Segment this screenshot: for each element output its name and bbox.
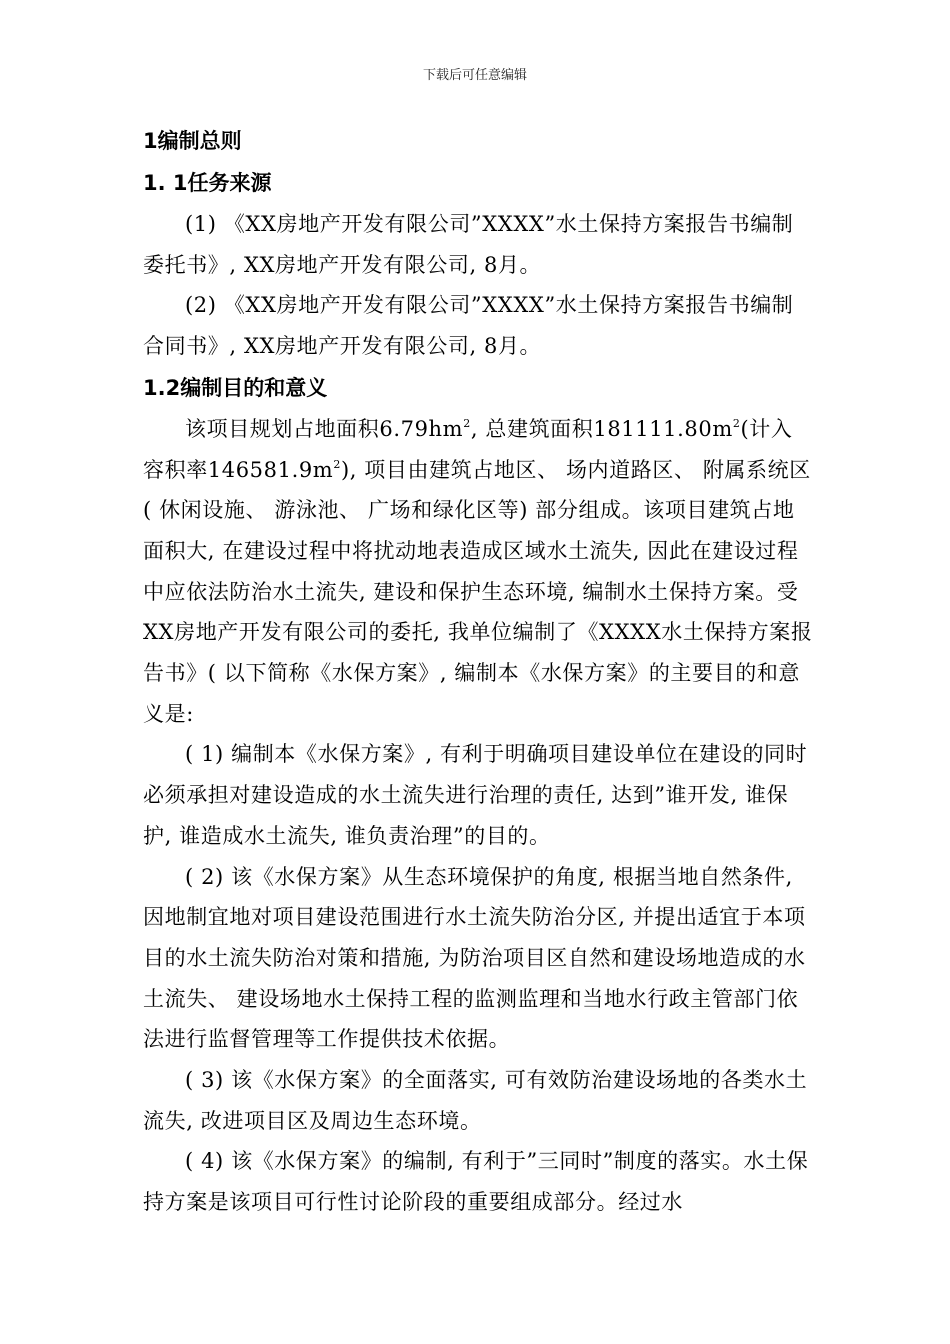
paragraph-point-1: ( 1) 编制本《水保方案》, 有利于明确项目建设单位在建设的同时必须承担对建设造成的水土流失进行治理的责任, 达到”谁开发, 谁保护, 谁造成水土流失, 谁负责治理”的目的。 — [143, 742, 808, 848]
paragraph-source-1: (1) 《XX房地产开发有限公司”XXXX”水土保持方案报告书编制委托书》, XX房地产开发有限公司, 8月。 — [143, 212, 794, 277]
paragraph-intro — [143, 409, 813, 735]
superscript-2: 2 — [732, 416, 741, 430]
paragraph-point-4: ( 4) 该《水保方案》的编制, 有利于”三同时”制度的落实。水土保持方案是该项目可行性讨论阶段的重要组成部分。经过水 — [143, 1149, 809, 1215]
heading-section-1-1: 1. 1任务来源 — [143, 171, 272, 195]
intro-text-3: (计入容积率146581.9m — [143, 416, 793, 482]
paragraph-source-2: (2) 《XX房地产开发有限公司”XXXX”水土保持方案报告书编制合同书》, XX房地产开发有限公司, 8月。 — [143, 293, 794, 359]
superscript-2: 2 — [333, 457, 341, 471]
intro-text-1: 该项目规划占地面积6.79hm — [185, 416, 464, 441]
superscript-2: 2 — [463, 416, 471, 430]
heading-section-1-2: 1.2编制目的和意义 — [143, 375, 328, 400]
paragraph-point-3: ( 3) 该《水保方案》的全面落实, 可有效防治建设场地的各类水土流失, 改进项目区及周边生态环境。 — [143, 1068, 808, 1133]
intro-text-2: , 总建筑面积181111.80m — [470, 416, 733, 441]
page-header: 下载后可任意编辑 — [422, 68, 527, 83]
paragraph-point-2: ( 2) 该《水保方案》从生态环境保护的角度, 根据当地自然条件, 因地制宜地对项目建设范围进行水土流失防治分区, 并提出适宜于本项目的水土流失防治对策和措施, 为防治项目区自然和建设场地造成的水土流失、 建设场地水土保持工程的监测监理和当地水行政主管部门依法进行监督管理等工作提供技术依据。 — [143, 864, 806, 1052]
document-body — [143, 120, 813, 1223]
heading-section-1: 1编制总则 — [143, 129, 242, 153]
intro-text-4: ), 项目由建筑占地区、 场内道路区、 附属系统区( 休闲设施、 游泳池、 广场和绿化区等) 部分组成。该项目建筑占地面积大, 在建设过程中将扰动地表造成区域水土流失, 因此在建设过程中应依法防治水土流失, 建设和保护生态环境, 编制水土保持方案。受XX房地产开发有限公司的委托, 我单位编制了《XXXX水土保持方案报告书》( 以下简称《水保方案》, 编制本《水保方案》的主要目的和意义是: — [143, 457, 813, 726]
